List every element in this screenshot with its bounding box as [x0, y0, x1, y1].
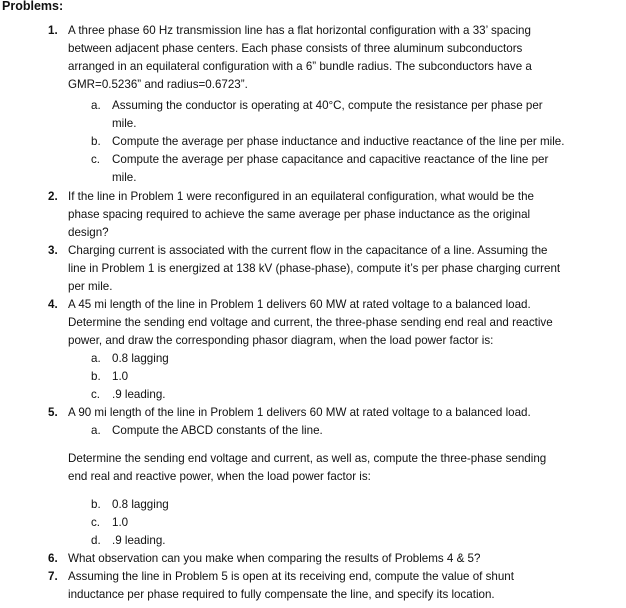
- problem-5c-text: 1.0: [112, 516, 129, 529]
- problem-5-line: A 90 mi length of the line in Problem 1 delivers 60 MW at rated voltage to a balanced load.: [68, 406, 531, 419]
- problem-1b-label: b.: [91, 135, 101, 148]
- problem-5-paragraph-line: Determine the sending end voltage and current, as well as, compute the three-phase sending: [68, 452, 547, 465]
- problem-1b-line: Compute the average per phase inductance and inductive reactance of the line per mile.: [112, 135, 565, 148]
- problem-1a-label: a.: [91, 99, 101, 112]
- problem-5-number: 5.: [48, 406, 58, 419]
- problem-4-number: 4.: [48, 298, 58, 311]
- problem-3-line: Charging current is associated with the current flow in the capacitance of a line. Assuming the: [68, 244, 548, 257]
- problem-2-line: phase spacing required to achieve the same average per phase inductance as the original: [68, 208, 531, 221]
- problem-4b-text: 1.0: [112, 370, 129, 383]
- problem-1-line: between adjacent phase centers. Each phase consists of three aluminum subconductors: [68, 42, 523, 55]
- problem-5d-label: d.: [91, 534, 101, 547]
- problem-4-line: power, and draw the corresponding phasor diagram, when the load power factor is:: [68, 334, 494, 347]
- problem-1-number: 1.: [48, 24, 58, 37]
- problem-3-number: 3.: [48, 244, 58, 257]
- problem-7-number: 7.: [48, 570, 58, 583]
- problem-2-line: If the line in Problem 1 were reconfigured in an equilateral configuration, what would be the: [68, 190, 534, 203]
- problem-6-number: 6.: [48, 552, 58, 565]
- problem-4-line: Determine the sending end voltage and current, the three-phase sending end real and reactive: [68, 316, 553, 329]
- problem-4b-label: b.: [91, 370, 101, 383]
- problem-6-line: What observation can you make when comparing the results of Problems 4 & 5?: [68, 552, 481, 565]
- problem-5c-label: c.: [91, 516, 101, 529]
- problem-1-line: A three phase 60 Hz transmission line has a flat horizontal configuration with a 33’ spacing: [68, 24, 531, 37]
- problem-2-number: 2.: [48, 190, 58, 203]
- problem-3-line: per mile.: [68, 280, 113, 293]
- problem-5-paragraph-line: end real and reactive power, when the load power factor is:: [68, 470, 371, 483]
- page-heading: Problems:: [2, 0, 64, 13]
- problem-1c-line: Compute the average per phase capacitance and capacitive reactance of the line per: [112, 153, 549, 166]
- problem-2-line: design?: [68, 226, 109, 239]
- problem-4c-label: c.: [91, 388, 101, 401]
- problem-4-line: A 45 mi length of the line in Problem 1 delivers 60 MW at rated voltage to a balanced load.: [68, 298, 531, 311]
- problem-5a-text: Compute the ABCD constants of the line.: [112, 424, 323, 437]
- problem-4c-text: .9 leading.: [112, 388, 166, 401]
- problem-5b-text: 0.8 lagging: [112, 498, 169, 511]
- problem-5a-label: a.: [91, 424, 101, 437]
- problem-1a-line: mile.: [112, 117, 137, 130]
- problem-4a-text: 0.8 lagging: [112, 352, 169, 365]
- problem-1c-label: c.: [91, 153, 101, 166]
- problem-5d-text: .9 leading.: [112, 534, 166, 547]
- problem-7-line: inductance per phase required to fully compensate the line, and specify its location.: [68, 588, 495, 601]
- problem-7-line: Assuming the line in Problem 5 is open at its receiving end, compute the value of shunt: [68, 570, 514, 583]
- problem-4a-label: a.: [91, 352, 101, 365]
- problem-1-line: arranged in an equilateral configuration with a 6” bundle radius. The subconductors have a: [68, 60, 532, 73]
- problem-1a-line: Assuming the conductor is operating at 40°C, compute the resistance per phase per: [112, 99, 543, 112]
- problem-3-line: line in Problem 1 is energized at 138 kV (phase-phase), compute it’s per phase charging current: [68, 262, 561, 275]
- problem-1-line: GMR=0.5236” and radius=0.6723”.: [68, 78, 248, 91]
- problem-1c-line: mile.: [112, 171, 137, 184]
- problem-5b-label: b.: [91, 498, 101, 511]
